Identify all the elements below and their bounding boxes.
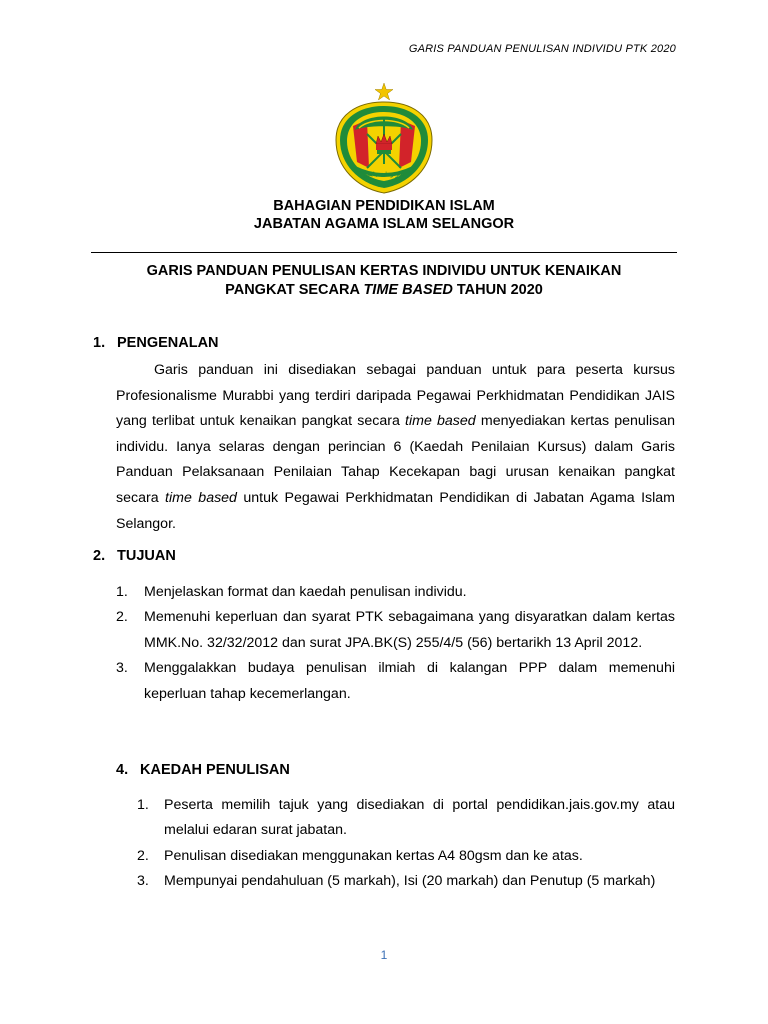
list-item: 3. Mempunyai pendahuluan (5 markah), Isi (20 markah) dan Penutup (5 markah) bbox=[137, 873, 656, 890]
title-line-2: PANGKAT SECARA TIME BASED TAHUN 2020 bbox=[225, 282, 543, 298]
running-header: GARIS PANDUAN PENULISAN INDIVIDU PTK 2020 bbox=[408, 43, 676, 55]
list-item: 1. Peserta memilih tajuk yang disediakan di portal pendidikan.jais.gov.my atau melalui edaran surat jabatan. bbox=[137, 797, 675, 839]
section-heading-tujuan: 2. TUJUAN bbox=[93, 548, 176, 564]
tujuan-list bbox=[116, 580, 675, 707]
section-heading-pengenalan: 1. PENGENALAN bbox=[93, 335, 219, 351]
list-item: 2. Penulisan disediakan menggunakan kertas A4 80gsm dan ke atas. bbox=[137, 847, 583, 864]
list-item: 1. Menjelaskan format dan kaedah penulisan individu. bbox=[116, 584, 467, 600]
org-department: JABATAN AGAMA ISLAM SELANGOR bbox=[253, 216, 515, 232]
jais-emblem-logo bbox=[331, 82, 437, 194]
header-divider bbox=[91, 252, 677, 253]
page-number: 1 bbox=[380, 948, 388, 962]
title-emphasis: TIME BASED bbox=[363, 282, 453, 298]
document-title bbox=[0, 262, 768, 300]
logo-arabic-text: بحرِ رعاية جايس bbox=[363, 171, 405, 178]
kaedah-list bbox=[137, 793, 675, 895]
intro-paragraph: Garis panduan ini disediakan sebagai panduan untuk para peserta kursus Profesionalisme Murabbi yang terdiri daripada Pegawai Perkhidmatan Pendidikan JAIS yang terlibat untuk kenaikan pangkat secara time based menyediakan kertas penulisan individu. Ianya selaras dengan perincian 6 (Kaedah Penilaian Kursus) dalam Garis Panduan Pelaksanaan Penilaian Tahap Kecekapan bagi urusan kenaikan pangkat secara time based untuk Pegawai Perkhidmatan Pendidikan di Jabatan Agama Islam Selangor. bbox=[116, 362, 676, 532]
list-item: 2. Memenuhi keperluan dan syarat PTK sebagaimana yang disyaratkan dalam kertas MMK.No. 32/32/2012 dan surat JPA.BK(S) 255/4/5 (56) bertarikh 13 April 2012. bbox=[116, 609, 675, 651]
list-item: 3. Menggalakkan budaya penulisan ilmiah di kalangan PPP dalam memenuhi keperluan tahap kecemerlangan. bbox=[116, 660, 675, 702]
title-line-1: GARIS PANDUAN PENULISAN KERTAS INDIVIDU UNTUK KENAIKAN bbox=[146, 263, 622, 279]
section-heading-kaedah-penulisan: 4. KAEDAH PENULISAN bbox=[116, 762, 290, 778]
org-division: BAHAGIAN PENDIDIKAN ISLAM bbox=[273, 198, 495, 214]
